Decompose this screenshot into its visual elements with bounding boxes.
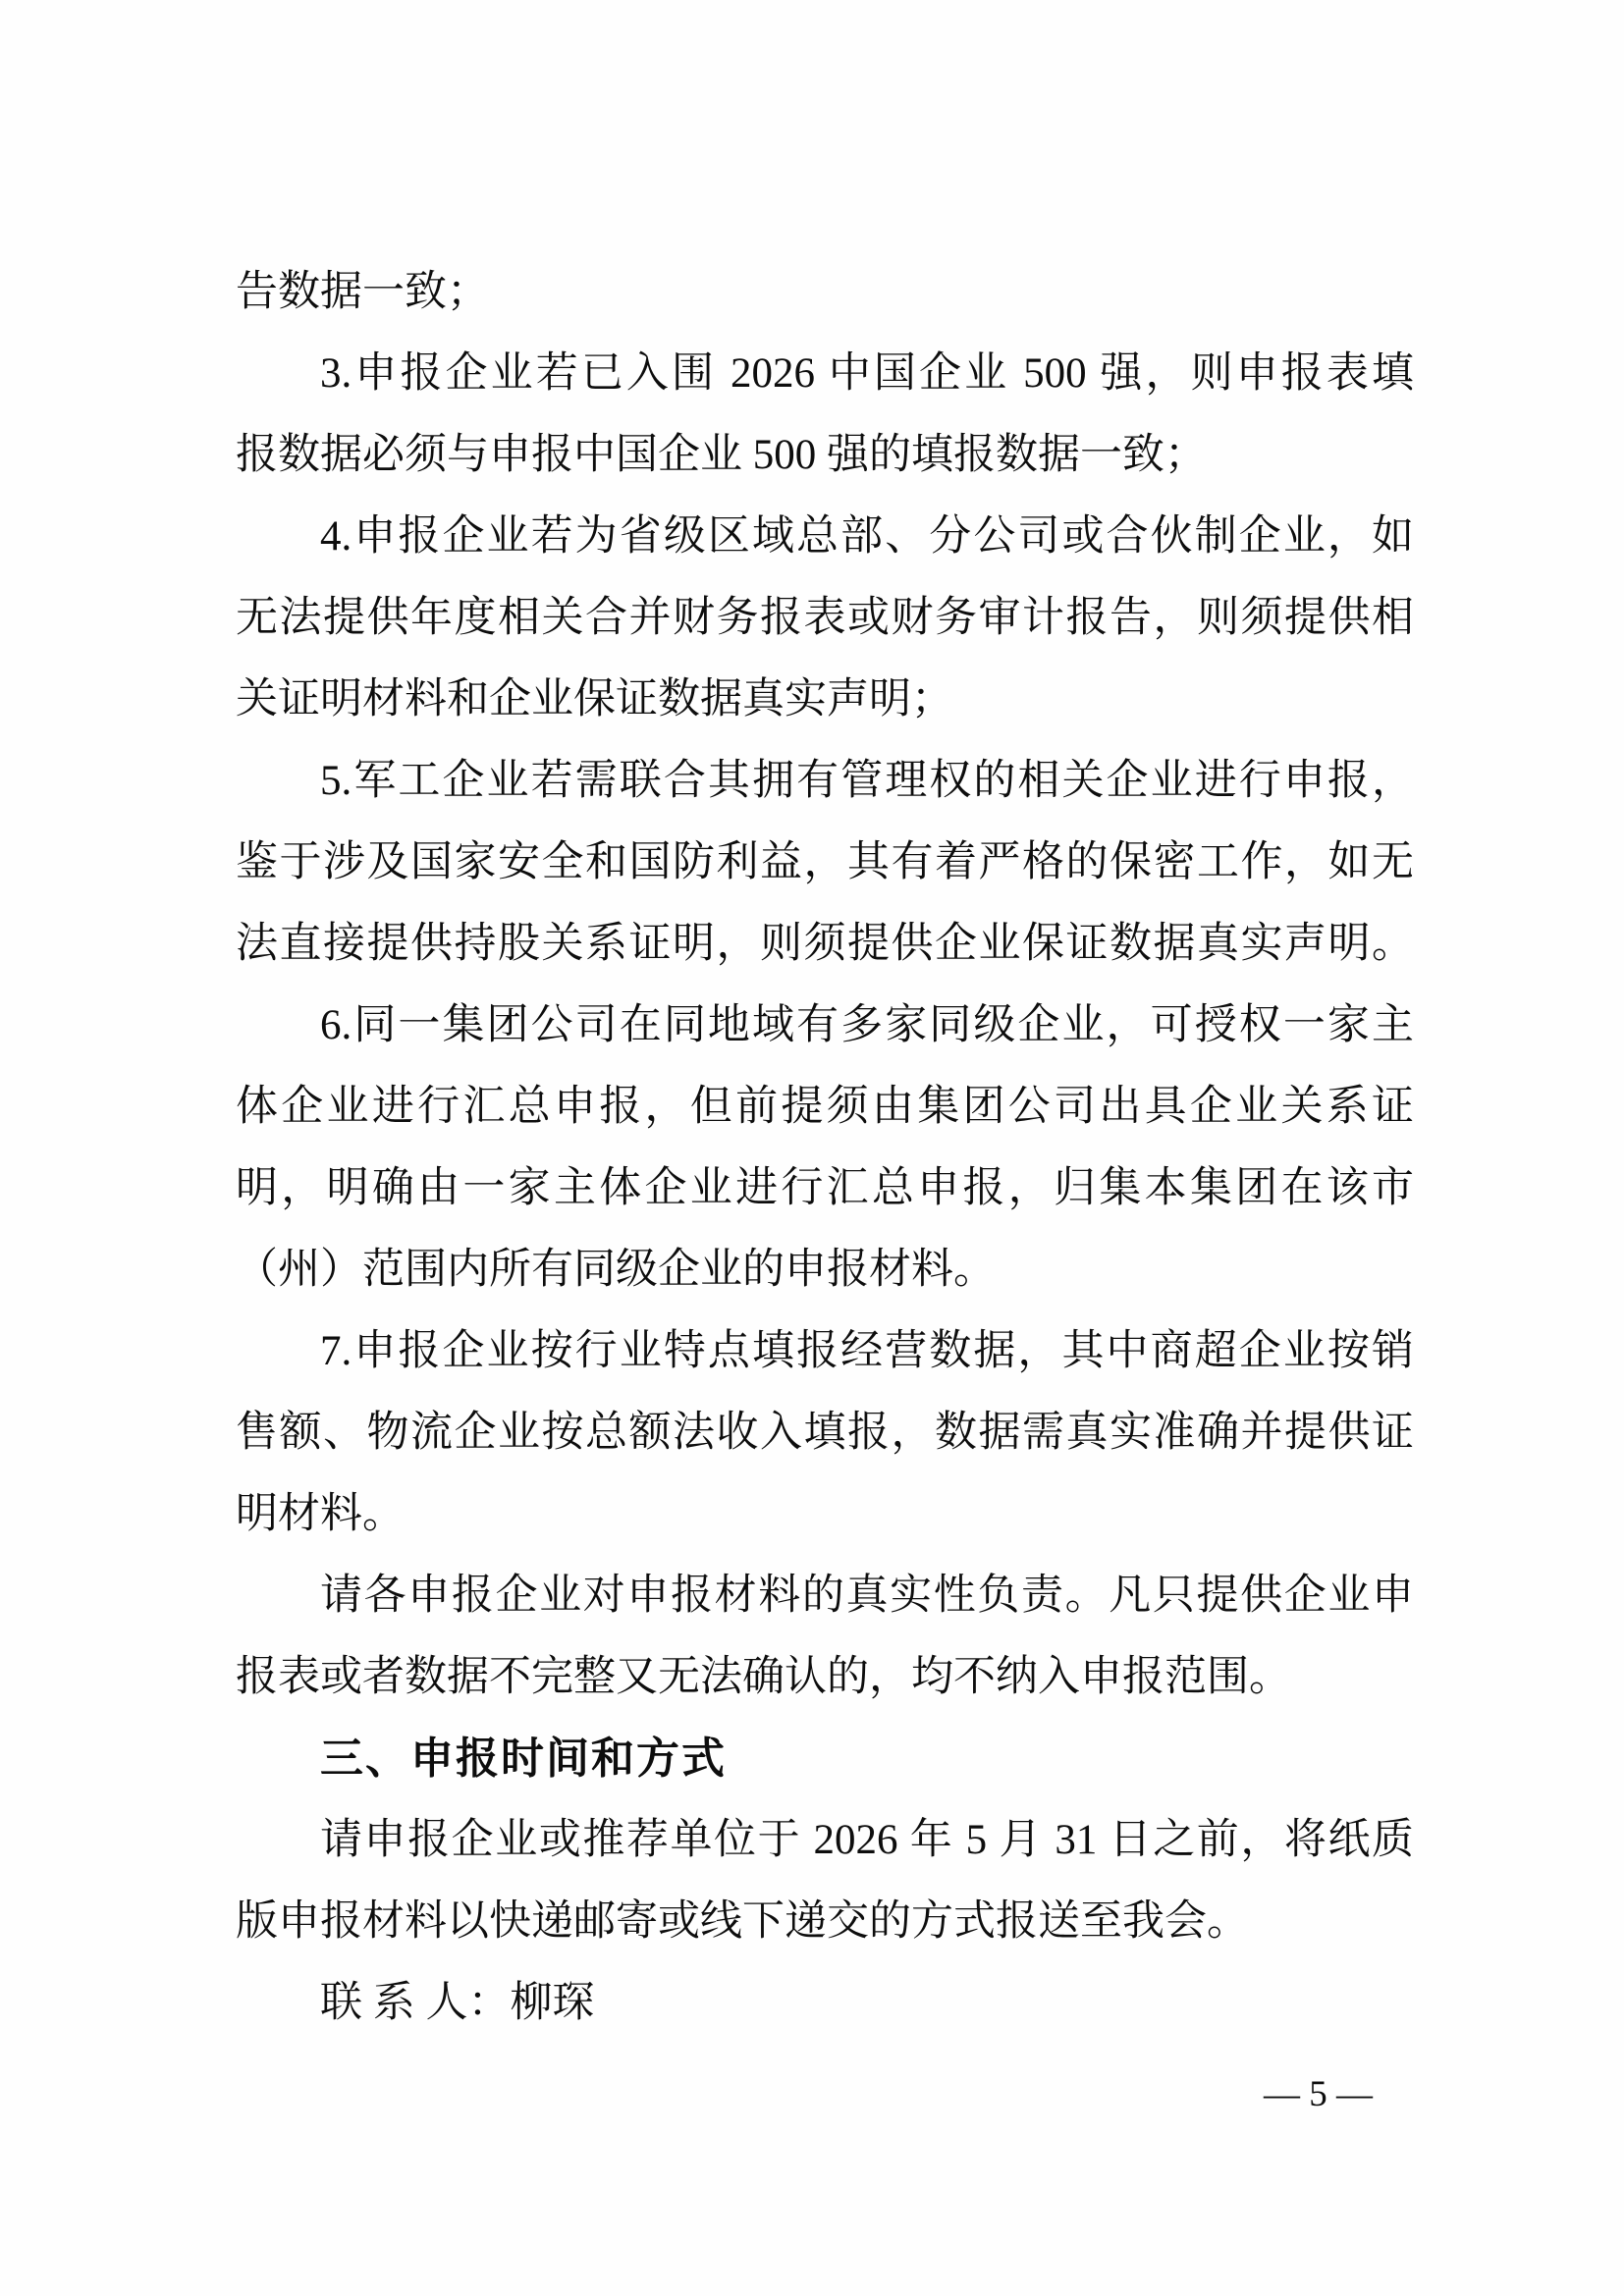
document-line: 明，明确由一家主体企业进行汇总申报，归集本集团在该市 [236,1165,1414,1211]
document-line: 4.申报企业若为省级区域总部、分公司或合伙制企业，如 [320,513,1414,560]
document-line: 版申报材料以快递邮寄或线下递交的方式报送至我会。 [236,1898,1249,1945]
document-line: 5.军工企业若需联合其拥有管理权的相关企业进行申报， [320,758,1414,804]
document-line: 关证明材料和企业保证数据真实声明； [236,676,953,722]
document-line: 鉴于涉及国家安全和国防利益，其有着严格的保密工作，如无 [236,839,1414,885]
document-line: 联 系 人：柳琛 [320,1980,595,2026]
document-line: 7.申报企业按行业特点填报经营数据，其中商超企业按销 [320,1328,1414,1374]
document-line: 请各申报企业对申报材料的真实性负责。凡只提供企业申 [320,1573,1414,1619]
document-line: 报数据必须与申报中国企业 500 强的填报数据一致； [236,432,1207,478]
document-line: 售额、物流企业按总额法收入填报，数据需真实准确并提供证 [236,1410,1414,1456]
document-line: 告数据一致； [236,269,489,315]
document-line: （州）范围内所有同级企业的申报材料。 [236,1247,996,1293]
page-number: — 5 — [1264,2074,1373,2114]
document-line: 无法提供年度相关合并财务报表或财务审计报告，则须提供相 [236,595,1414,641]
document-line: 明材料。 [236,1491,405,1537]
document-line: 3.申报企业若已入围 2026 中国企业 500 强，则申报表填 [320,350,1414,397]
document-line: 请申报企业或推荐单位于 2026 年 5 月 31 日之前，将纸质 [320,1817,1414,1863]
document-line: 报表或者数据不完整又无法确认的，均不纳入申报范围。 [236,1654,1291,1700]
section-heading: 三、申报时间和方式 [320,1735,727,1783]
document-line: 6.同一集团公司在同地域有多家同级企业，可授权一家主 [320,1002,1414,1048]
document-line: 体企业进行汇总申报，但前提须由集团公司出具企业关系证 [236,1084,1414,1130]
document-text [236,251,1414,2044]
document-line: 法直接提供持股关系证明，则须提供企业保证数据真实声明。 [236,921,1414,967]
